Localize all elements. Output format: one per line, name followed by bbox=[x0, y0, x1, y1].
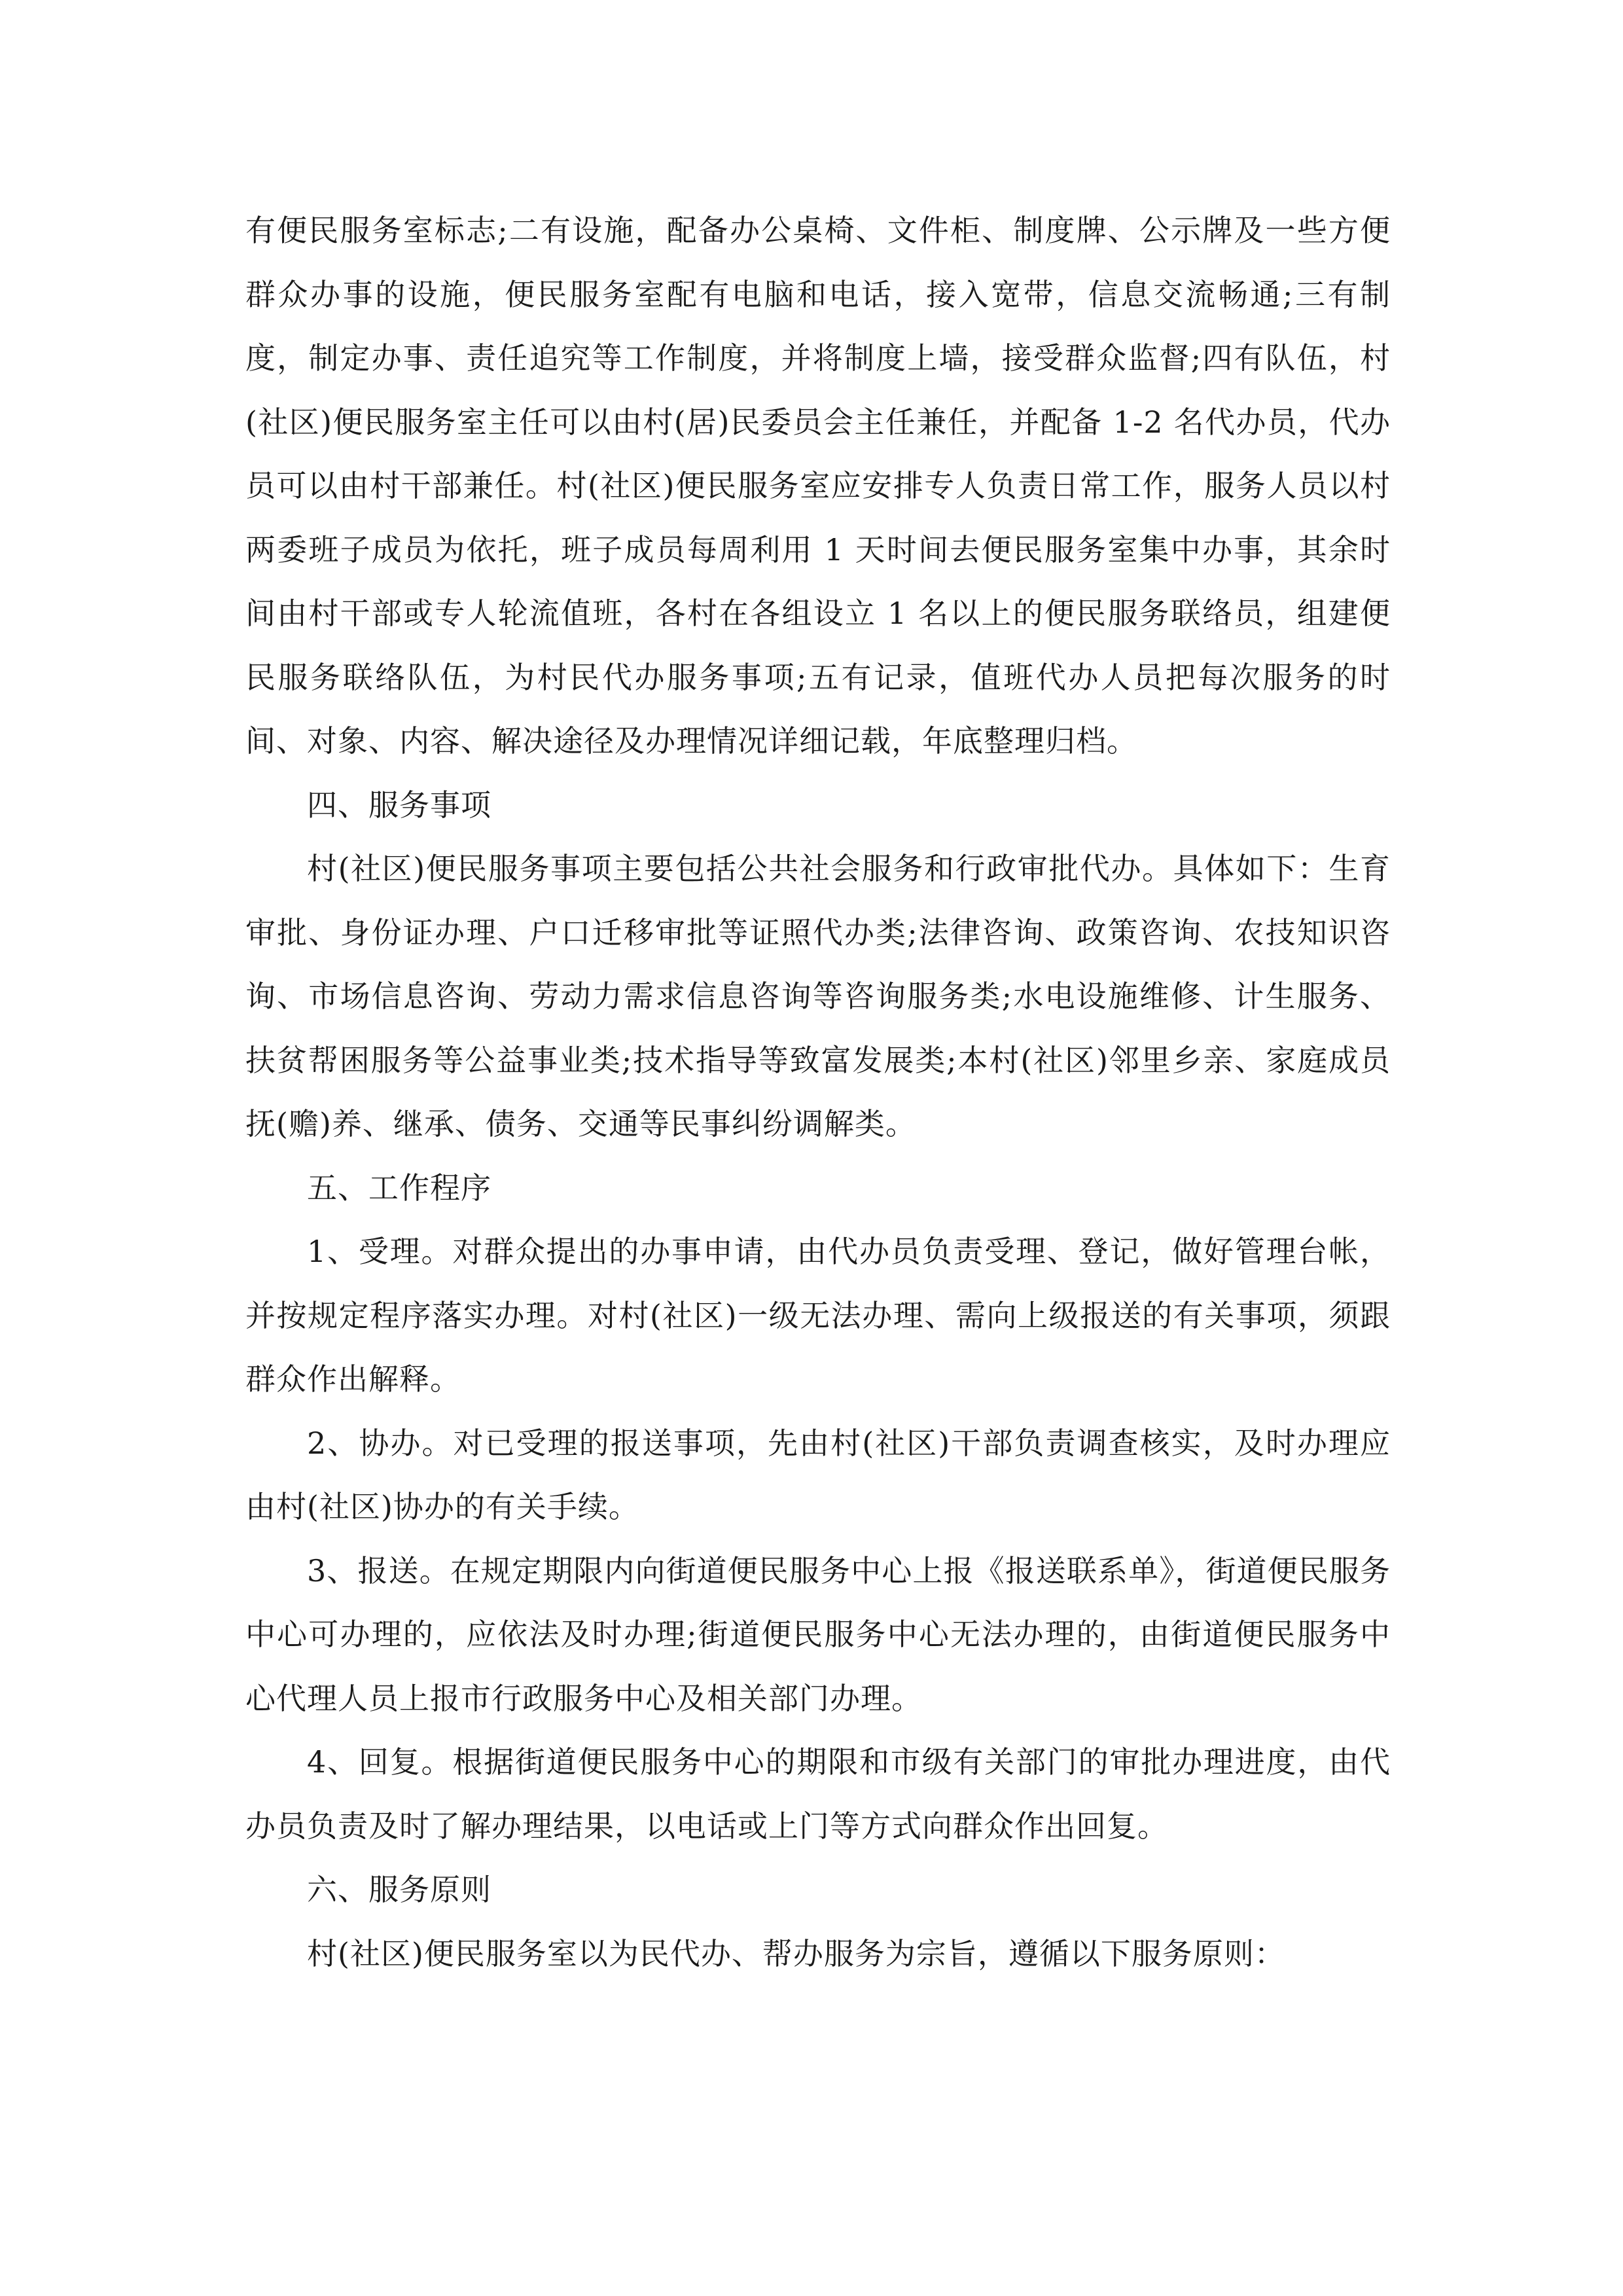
document-body bbox=[245, 199, 1391, 1986]
paragraph-service-items: 村(社区)便民服务事项主要包括公共社会服务和行政审批代办。具体如下：生育审批、身份证办理、户口迁移审批等证照代办类;法律咨询、政策咨询、农技知识咨询、市场信息咨询、劳动力需求信息咨询等咨询服务类;水电设施维修、计生服务、扶贫帮困服务等公益事业类;技术指导等致富发展类;本村(社区)邻里乡亲、家庭成员抚(赡)养、继承、债务、交通等民事纠纷调解类。 bbox=[245, 851, 1391, 1141]
paragraph-procedure-submit: 3、报送。在规定期限内向街道便民服务中心上报《报送联系单》，街道便民服务中心可办理的，应依法及时办理;街道便民服务中心无法办理的，由街道便民服务中心代理人员上报市行政服务中心及相关部门办理。 bbox=[245, 1552, 1391, 1716]
paragraph-procedure-reply: 4、回复。根据街道便民服务中心的期限和市级有关部门的审批办理进度，由代办员负责及时了解办理结果，以电话或上门等方式向群众作出回复。 bbox=[245, 1744, 1391, 1844]
paragraph-procedure-assist: 2、协办。对已受理的报送事项，先由村(社区)干部负责调查核实，及时办理应由村(社区)协办的有关手续。 bbox=[245, 1425, 1391, 1524]
paragraph-service-room-conditions: 有便民服务室标志;二有设施，配备办公桌椅、文件柜、制度牌、公示牌及一些方便群众办事的设施，便民服务室配有电脑和电话，接入宽带，信息交流畅通;三有制度，制定办事、责任追究等工作制度，并将制度上墙，接受群众监督;四有队伍，村(社区)便民服务室主任可以由村(居)民委员会主任兼任，并配备 1-2 名代办员，代办员可以由村干部兼任。村(社区)便民服务室应安排专人负责日常工作，服务人员以村两委班子成员为依托，班子成员每周利用 1 天时间去便民服务室集中办事，其余时间由村干部或专人轮流值班，各村在各组设立 1 名以上的便民服务联络员，组建便民服务联络队伍，为村民代办服务事项;五有记录，值班代办人员把每次服务的时间、对象、内容、解决途径及办理情况详细记载，年底整理归档。 bbox=[245, 213, 1391, 759]
heading-work-procedure: 五、工作程序 bbox=[307, 1170, 491, 1206]
heading-service-items: 四、服务事项 bbox=[307, 787, 491, 823]
heading-service-principles: 六、服务原则 bbox=[307, 1872, 491, 1907]
paragraph-service-principles: 村(社区)便民服务室以为民代办、帮办服务为宗旨，遵循以下服务原则： bbox=[307, 1935, 1285, 1971]
paragraph-procedure-accept: 1、受理。对群众提出的办事申请，由代办员负责受理、登记，做好管理台帐，并按规定程序落实办理。对村(社区)一级无法办理、需向上级报送的有关事项，须跟群众作出解释。 bbox=[245, 1234, 1391, 1397]
